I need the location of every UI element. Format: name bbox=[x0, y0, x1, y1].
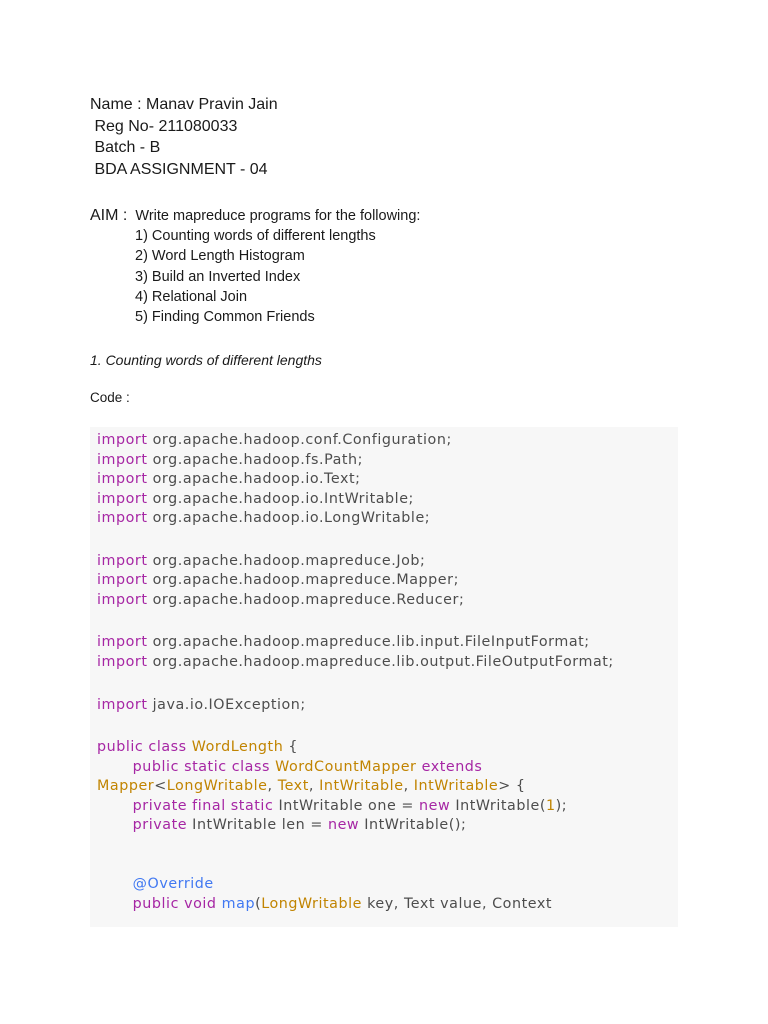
aim-item: 4) Relational Join bbox=[135, 288, 248, 305]
aim-item: 5) Finding Common Friends bbox=[135, 309, 315, 326]
keyword: import bbox=[97, 510, 148, 527]
keyword: import bbox=[97, 471, 148, 488]
aim-section bbox=[90, 206, 690, 327]
import-path: org.apache.hadoop.mapreduce.lib.output.FileOutputFormat; bbox=[152, 654, 614, 671]
code-text: import org.apache.hadoop.conf.Configuration; import org.apache.hadoop.fs.Path; import org.apache.hadoop.io.Text; import org.apache.hadoop.io.IntWritable; import org.apache.hadoop.io.LongWritable; import org.apache.hadoop.mapreduce.Job; import org.apache.hadoop.mapreduce.Mapper; import org.apache.hadoop.mapreduce.Reducer; import org.apache.hadoop.mapreduce.lib.input.FileInputFormat; import org.apache.hadoop.mapreduce.lib.output.FileOutputFormat; import java.io.IOException; public class WordLength { public static class WordCountMapper extends Mapper<LongWritable, Text, IntWritable, IntWritable> { private final static IntWritable one = new IntWritable(1); private IntWritable len = new IntWritable(); @Override public void map(LongWritable key, Text value, Context bbox=[97, 432, 614, 912]
code-fragment: ); bbox=[555, 797, 568, 814]
keyword: public class bbox=[97, 739, 187, 756]
keyword: import bbox=[97, 591, 148, 608]
keyword: import bbox=[97, 552, 148, 569]
import-path: org.apache.hadoop.mapreduce.Reducer; bbox=[152, 591, 465, 608]
keyword: public static class bbox=[132, 758, 270, 775]
keyword: new bbox=[419, 797, 451, 814]
keyword: import bbox=[97, 572, 148, 589]
aim-intro: Write mapreduce programs for the following: bbox=[127, 208, 421, 224]
keyword: new bbox=[327, 817, 360, 834]
registration-number: Reg No- 211080033 bbox=[90, 117, 238, 135]
keyword: import bbox=[97, 634, 148, 651]
keyword: extends bbox=[421, 758, 483, 775]
code-fragment: IntWritable one = bbox=[273, 797, 420, 814]
import-path: java.io.IOException; bbox=[152, 696, 306, 713]
annotation: @Override bbox=[132, 876, 214, 893]
keyword: public void bbox=[132, 895, 217, 912]
aim-item: 2) Word Length Histogram bbox=[135, 248, 305, 265]
keyword: import bbox=[97, 696, 148, 713]
type-name: Text bbox=[277, 778, 309, 795]
import-path: org.apache.hadoop.io.Text; bbox=[152, 471, 361, 488]
class-name: WordLength bbox=[191, 739, 284, 756]
section-title: 1. Counting words of different lengths bbox=[90, 352, 322, 368]
keyword: import bbox=[97, 490, 148, 507]
import-path: org.apache.hadoop.mapreduce.Job; bbox=[152, 552, 426, 569]
code-fragment: IntWritable(); bbox=[359, 817, 467, 834]
aim-item: 3) Build an Inverted Index bbox=[135, 268, 301, 285]
import-path: org.apache.hadoop.mapreduce.lib.input.FileInputFormat; bbox=[152, 634, 590, 651]
aim-intro-line bbox=[90, 206, 690, 226]
keyword: import bbox=[97, 451, 148, 468]
method-name: map bbox=[221, 895, 256, 912]
keyword: import bbox=[97, 654, 148, 671]
keyword: private final static bbox=[132, 797, 274, 814]
import-path: org.apache.hadoop.io.IntWritable; bbox=[152, 490, 414, 507]
code-fragment: key, Text value, Context bbox=[361, 895, 553, 912]
import-path: org.apache.hadoop.io.LongWritable; bbox=[152, 510, 431, 527]
keyword: import bbox=[97, 432, 148, 448]
import-path: org.apache.hadoop.conf.Configuration; bbox=[152, 432, 452, 448]
code-fragment: IntWritable len = bbox=[187, 817, 328, 834]
type-name: IntWritable bbox=[319, 778, 404, 795]
number-literal: 1 bbox=[545, 797, 556, 814]
assignment-title: BDA ASSIGNMENT - 04 bbox=[90, 160, 268, 178]
type-name: IntWritable bbox=[413, 778, 499, 795]
code-label: Code : bbox=[90, 390, 130, 405]
keyword: private bbox=[132, 817, 188, 834]
aim-label: AIM : bbox=[90, 207, 128, 224]
batch: Batch - B bbox=[90, 139, 161, 156]
type-name: LongWritable bbox=[166, 778, 268, 795]
aim-item: 1) Counting words of different lengths bbox=[135, 228, 376, 244]
mapper-class-name: WordCountMapper bbox=[275, 758, 417, 775]
aim-list bbox=[135, 226, 690, 327]
document-header bbox=[90, 94, 278, 180]
import-path: org.apache.hadoop.mapreduce.Mapper; bbox=[152, 572, 459, 589]
student-name: Name : Manav Pravin Jain bbox=[90, 96, 278, 113]
code-block bbox=[90, 427, 678, 927]
import-path: org.apache.hadoop.fs.Path; bbox=[152, 451, 364, 468]
type-name: Mapper bbox=[97, 778, 155, 795]
type-name: LongWritable bbox=[261, 895, 362, 912]
code-fragment: IntWritable( bbox=[450, 797, 546, 814]
